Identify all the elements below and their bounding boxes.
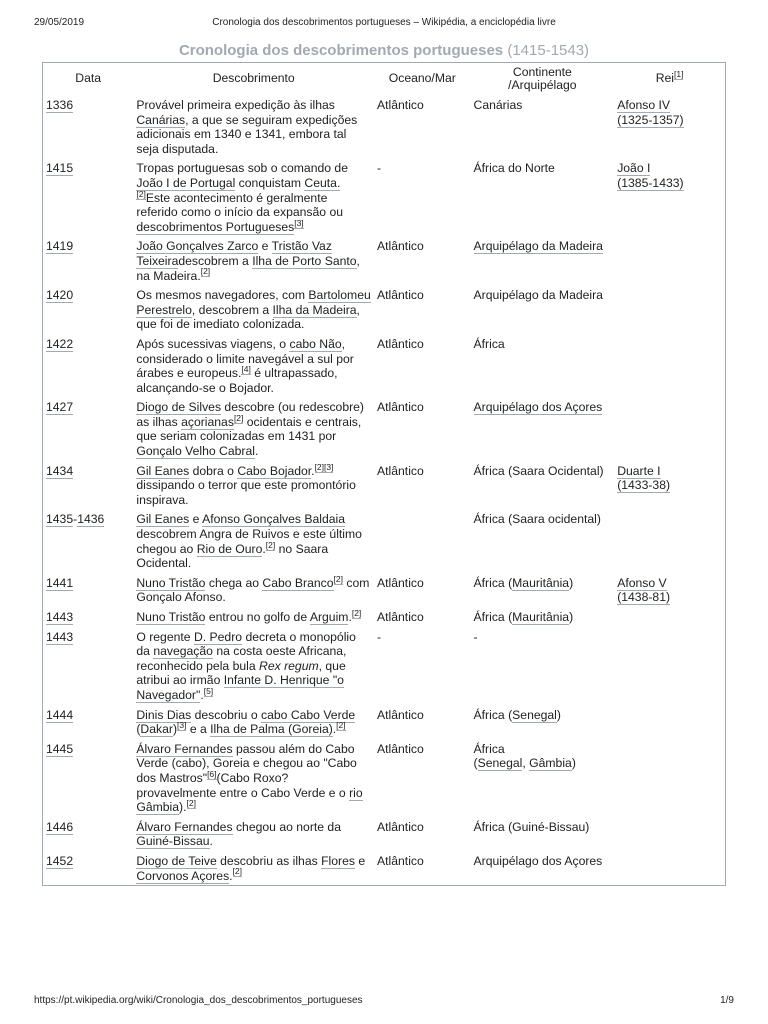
wiki-link[interactable]: Flores [321,853,355,868]
cell-descobrimento [133,285,374,334]
cell-rei [614,817,725,851]
wiki-link[interactable]: Senegal [512,707,557,722]
cell-continente [471,236,615,285]
cell-oceano [374,236,471,285]
cell-descobrimento [133,705,374,739]
wiki-link[interactable]: Infante D. Henrique "o Navegador" [136,673,344,702]
table-row [43,739,726,817]
print-footer [0,995,768,1009]
text: ( [473,756,478,771]
text: . [200,687,204,702]
table-row [43,509,726,572]
cell-descobrimento [133,461,374,510]
cell-rei [614,285,725,334]
wiki-link[interactable]: Afonso V [617,575,667,590]
chronology-table [42,62,726,886]
cell-continente [471,158,615,236]
cell-descobrimento [133,739,374,817]
header-descobrimento[interactable]: Descobrimento [212,71,295,86]
text: - [73,512,78,527]
wiki-link[interactable]: Duarte I [617,463,661,478]
text: , [522,756,530,771]
wiki-link[interactable]: cabo Cabo Verde [261,707,356,722]
text: . [348,610,352,624]
text: ) [556,707,561,722]
wiki-link[interactable]: Guiné-Bissau [136,834,210,849]
wiki-link[interactable]: 1427 [46,400,74,415]
text: . [254,444,259,459]
cell-date [43,285,134,334]
text: África [473,741,505,756]
text: descobre (ou redescobre) as ilhas [136,400,364,429]
cell-date [43,627,134,705]
text: descobriu o [191,707,261,722]
table-row [43,627,726,705]
text: , que atribui ao irmão [136,658,346,688]
wiki-link[interactable]: Gil Eanes [136,463,190,478]
reference-link[interactable]: [2] [314,461,325,472]
cell-descobrimento [133,397,374,460]
text: descobrem a [178,253,253,268]
wiki-link[interactable]: João I [617,161,651,176]
cell-continente [471,461,615,510]
cell-rei [614,851,725,886]
text: dobra o [189,463,238,478]
print-date: 29/05/2019 [34,17,85,28]
wiki-link[interactable]: João Gonçalves Zarco [136,239,259,254]
cell-oceano [374,397,471,460]
wiki-link[interactable]: 1420 [46,288,74,303]
wiki-link[interactable]: Ilha de Palma (Goreia) [210,722,333,737]
cell-date [43,851,134,886]
text: Arquipélago da Madeira [473,288,603,303]
wiki-link[interactable]: (1385-1433) [617,175,684,190]
oceano-text: - [377,161,382,176]
cell-oceano [374,509,471,572]
table-row [43,334,726,397]
cell-oceano [374,817,471,851]
cell-date [43,817,134,851]
text: , na Madeira. [136,253,360,283]
oceano-text: Atlântico [377,288,424,303]
header-rei-ref[interactable]: [1] [674,69,684,80]
wiki-link[interactable]: Afonso Gonçalves Baldaia [202,512,346,527]
reference-link[interactable]: [2] [351,607,362,618]
text: na costa oeste Africana, reconhecido pela bula [136,644,347,673]
text: . [262,541,266,556]
text: entrou no golfo de [205,610,310,624]
wiki-link[interactable]: Dinis Dias [136,707,192,722]
text: e a [186,722,211,737]
text: passou além do Cabo Verde (cabo), Goreia e chegou ao "Cabo dos Mastros" [136,741,357,785]
wiki-link[interactable]: Cabo Branco [262,575,334,590]
text: ) [571,756,576,771]
cell-date [43,95,134,158]
text: África [473,336,505,351]
text: ) [569,575,574,590]
text: decreta o monopólio da [136,629,356,659]
oceano-text: Atlântico [377,575,424,590]
wiki-link[interactable]: Gonçalo Velho Cabral [136,444,255,459]
print-page-number: 1/9 [720,995,734,1006]
cell-continente [471,573,615,607]
wiki-link[interactable]: 1444 [46,707,74,722]
wiki-link[interactable]: Afonso IV [617,98,671,112]
cell-rei [614,158,725,236]
text: Após sucessivas viagens, o [136,336,290,351]
header-rei-label: Rei [655,71,675,86]
cell-continente [471,851,615,886]
wiki-link[interactable]: Nuno Tristão [136,575,206,590]
oceano-text: Atlântico [377,400,424,415]
reference-link[interactable]: [2] [333,573,343,584]
wiki-link[interactable]: rio Gâmbia [136,785,363,815]
cell-date [43,739,134,817]
wiki-link[interactable]: Gil Eanes [136,512,190,527]
text: dissipando o terror que este promontório inspirava. [136,478,356,507]
header-rei[interactable] [614,63,725,96]
text: Canárias [473,98,523,112]
oceano-text: Atlântico [377,819,424,834]
text: ). [179,800,187,815]
text: Rex regum [259,658,319,673]
reference-link[interactable]: [3] [324,461,334,472]
text: África ( [473,575,513,590]
wiki-link[interactable]: 1452 [46,853,74,868]
text: África (Saara ocidental) [473,512,601,527]
reference-link[interactable]: [3] [177,720,187,731]
print-page-title: Cronologia dos descobrimentos portugueses – Wikipédia, a enciclopédia livre [212,17,556,28]
cell-oceano [374,158,471,236]
table-row [43,236,726,285]
reference-link[interactable]: [2] [200,266,211,277]
reference-link[interactable]: [2] [233,412,244,423]
text: África (Guiné-Bissau) [473,819,590,834]
text: descobriu as ilhas [216,853,322,868]
cell-descobrimento [133,627,374,705]
cell-rei [614,509,725,572]
wiki-link[interactable]: Tristão Vaz Teixeira [136,239,332,268]
text: . [209,834,213,849]
cell-descobrimento [133,95,374,158]
table-row [43,573,726,607]
text: chega ao [205,575,263,590]
oceano-text: Atlântico [377,98,424,112]
wiki-link[interactable]: Canárias [136,112,186,127]
wiki-link[interactable]: Mauritânia [512,610,570,624]
wiki-link[interactable]: Bartolomeu Perestrelo [136,288,371,317]
table-row [43,285,726,334]
wiki-link[interactable]: 1415 [46,161,74,176]
caption-range: (1415-1543) [507,42,590,59]
oceano-text: Atlântico [377,707,424,722]
text: e [189,512,203,527]
wiki-link[interactable]: Álvaro Fernandes [136,819,233,834]
text: chegou ao norte da [232,819,341,834]
text: - [473,629,478,644]
wiki-link[interactable]: Gâmbia [529,756,572,771]
text: e [354,853,366,868]
cell-descobrimento [133,573,374,607]
wiki-link[interactable]: descobrimentos Portugueses [136,219,295,234]
cell-oceano [374,334,471,397]
cell-continente [471,95,615,158]
cell-continente [471,285,615,334]
cell-rei [614,705,725,739]
wiki-link[interactable]: Álvaro Fernandes [136,741,233,756]
wiki-link[interactable]: açorianas [181,414,234,429]
reference-link[interactable]: [4] [241,364,251,375]
caption-title: Cronologia dos descobrimentos portugueses [178,42,504,59]
oceano-text: Atlântico [377,741,424,756]
table-row [43,95,726,158]
cell-oceano [374,461,471,510]
header-continente[interactable] [471,63,615,96]
wiki-link[interactable]: Arquipélago dos Açores [473,400,603,415]
text: . [332,722,337,737]
wiki-link[interactable]: 1445 [46,741,74,756]
wiki-link[interactable]: 1441 [46,575,74,590]
wiki-link[interactable]: 1434 [46,463,74,478]
oceano-text: Atlântico [377,853,424,868]
cell-continente [471,509,615,572]
cell-continente [471,739,615,817]
cell-continente [471,334,615,397]
wiki-link[interactable]: navegação [153,644,213,659]
wiki-link[interactable]: Arquipélago da Madeira [473,239,603,254]
wiki-link[interactable]: (1433-38) [617,478,671,493]
wiki-link[interactable]: Corvonos Açores [136,868,230,883]
cell-date [43,461,134,510]
wiki-link[interactable]: Senegal [477,756,523,771]
cell-rei [614,607,725,627]
text: (Cabo Roxo? provavelmente entre o Cabo Verde e o [136,770,350,800]
wiki-link[interactable]: (1325-1357) [617,112,684,127]
text: . [229,868,233,883]
text: África do Norte [473,161,555,176]
text: O regente [136,629,194,644]
reference-link[interactable]: [2] [336,720,346,731]
wiki-link[interactable]: Nuno Tristão [136,610,206,624]
cell-rei [614,236,725,285]
text: Arquipélago dos Açores [473,853,603,868]
wiki-link[interactable]: . [336,175,341,190]
cell-oceano [374,285,471,334]
reference-link[interactable]: [3] [294,217,304,228]
text: Provável primeira expedição às ilhas [136,98,335,112]
cell-date [43,158,134,236]
wiki-link[interactable]: Mauritânia [512,575,570,590]
cell-continente [471,817,615,851]
wiki-link[interactable]: Arguim [309,610,349,624]
wiki-link[interactable]: (1438-81) [617,590,671,605]
cell-descobrimento [133,607,374,627]
text: Tropas portuguesas sob o comando de [136,161,348,176]
cell-rei [614,461,725,510]
cell-date [43,509,134,572]
reference-link[interactable]: [5] [203,685,214,696]
cell-rei [614,627,725,705]
wiki-link[interactable]: Cabo Bojador [237,463,312,478]
oceano-text: - [377,629,382,644]
cell-continente [471,705,615,739]
wiki-link[interactable]: 1422 [46,336,74,351]
reference-link[interactable]: [6] [207,768,217,779]
text: com Gonçalo Afonso. [136,575,370,605]
header-oceano[interactable]: Oceano/Mar [388,71,456,86]
text: conquistam [235,175,305,190]
text: Este acontecimento é geralmente referido como o início da expansão ou [136,190,343,220]
wiki-link[interactable]: Dakar [140,722,173,737]
cell-date [43,397,134,460]
reference-link[interactable]: [2] [136,188,146,199]
cell-date [43,573,134,607]
wiki-link[interactable]: D. Pedro [193,629,243,644]
table-row [43,851,726,886]
cell-oceano [374,705,471,739]
text: descobrem Angra de Ruivos e este último chegou ao [136,527,362,556]
table-body [43,95,726,886]
oceano-text: Atlântico [377,336,424,351]
oceano-text: Atlântico [377,463,424,478]
cell-rei [614,397,725,460]
cell-rei [614,95,725,158]
wiki-link[interactable]: Diogo de Silves [136,400,222,415]
cell-date [43,705,134,739]
cell-rei [614,573,725,607]
text: , a que se seguiram expedições adicionais em 1340 e 1341, embora tal seja disputada. [136,112,358,156]
wiki-link[interactable]: 1443 [46,610,74,624]
cell-date [43,607,134,627]
cell-descobrimento [133,158,374,236]
wiki-link[interactable]: Rio de Ouro [196,541,263,556]
text: África ( [473,610,513,624]
reference-link[interactable]: [2] [265,539,276,550]
wiki-link[interactable]: Ceuta [304,175,337,190]
text: ocidentais e centrais, que seriam colonizadas em 1431 por [136,414,362,444]
text: ) [172,722,177,737]
text: , considerado o limite navegável a sul por árabes e europeus. [136,336,354,381]
table-caption [0,42,768,59]
cell-rei [614,334,725,397]
text: no Saara Ocidental. [136,541,329,571]
table-row [43,607,726,627]
print-header [0,17,768,31]
wiki-link[interactable]: João I de Portugal [136,175,236,190]
text: , que foi de imediato colonizada. [136,302,360,332]
text: África (Saara Ocidental) [473,463,604,478]
cell-descobrimento [133,509,374,572]
print-url: https://pt.wikipedia.org/wiki/Cronologia_dos_descobrimentos_portugueses [34,995,363,1006]
cell-rei [614,739,725,817]
text: e [258,239,272,254]
wiki-link[interactable]: 1436 [77,512,105,527]
cell-oceano [374,607,471,627]
cell-oceano [374,95,471,158]
cell-oceano [374,627,471,705]
wiki-link[interactable]: Diogo de Teive [136,853,217,868]
header-continente-line1: Continente [512,64,572,79]
cell-descobrimento [133,851,374,886]
wiki-link[interactable]: 1446 [46,819,74,834]
oceano-text: Atlântico [377,239,424,254]
table-row [43,158,726,236]
text: , descobrem a [191,302,273,317]
cell-oceano [374,739,471,817]
wiki-link[interactable]: Ilha da Madeira [272,302,357,317]
wiki-link[interactable]: Ilha de Porto Santo [252,253,357,268]
cell-date [43,334,134,397]
table-row [43,461,726,510]
cell-continente [471,627,615,705]
wiki-link[interactable]: cabo Não [289,336,342,351]
cell-descobrimento [133,817,374,851]
table-row [43,705,726,739]
reference-link[interactable]: [2] [186,798,196,809]
wiki-link[interactable]: 1443 [46,629,74,644]
text: é ultrapassado, alcançando-se o Bojador. [136,366,338,395]
cell-continente [471,607,615,627]
cell-date [43,236,134,285]
text: ) [569,610,574,624]
cell-oceano [374,573,471,607]
header-continente-line2: /Arquipélago [508,78,577,92]
table-header-row [43,63,726,96]
cell-continente [471,397,615,460]
cell-oceano [374,851,471,886]
table-row [43,397,726,460]
wiki-link[interactable]: 1435 [46,512,74,527]
text: ( [136,722,141,737]
reference-link[interactable]: [2] [232,866,243,877]
header-data[interactable]: Data [75,71,102,86]
wiki-link[interactable]: 1419 [46,239,74,254]
wiki-link[interactable]: 1336 [46,98,74,112]
text: Os mesmos navegadores, com [136,288,309,303]
text: . [311,463,315,478]
cell-descobrimento [133,334,374,397]
table-row [43,817,726,851]
text: África ( [473,707,513,722]
oceano-text: Atlântico [377,610,424,624]
cell-descobrimento [133,236,374,285]
